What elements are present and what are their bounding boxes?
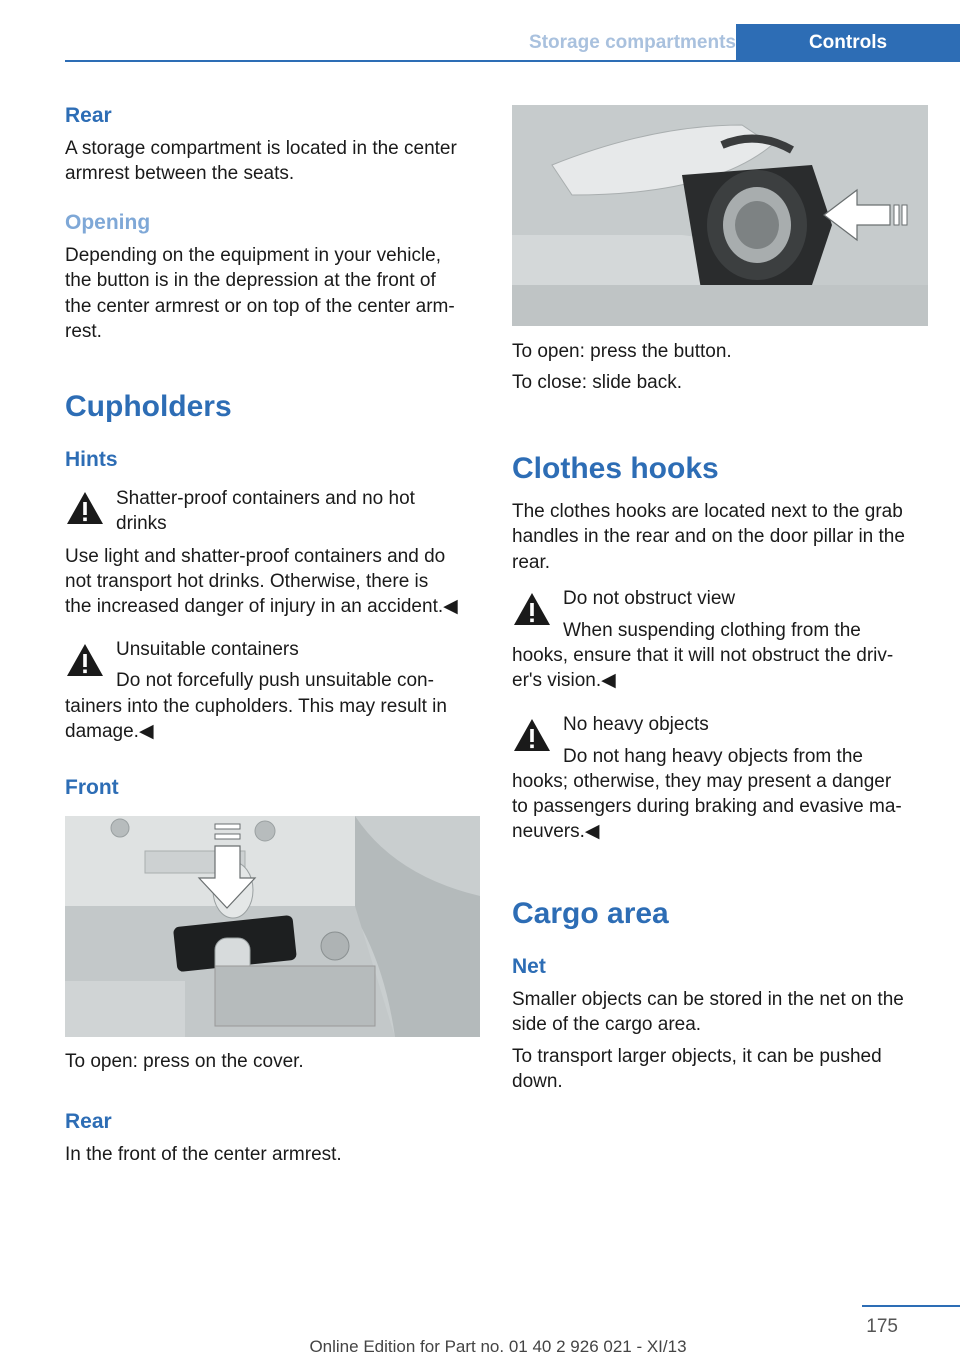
rear-text-line: A storage compartment is located in the center: [65, 138, 457, 159]
warning-text-line: hooks; otherwise, they may present a danger: [512, 771, 892, 792]
opening-text-line: Depending on the equipment in your vehicle,: [65, 245, 442, 266]
header-section-title: Storage compartments: [529, 32, 736, 53]
warning-text-line: Do not forcefully push unsuitable con‐: [116, 670, 434, 691]
rear-caption-close: To close: slide back.: [512, 372, 683, 393]
clothes-hooks-heading: Clothes hooks: [512, 452, 719, 485]
front-caption: To open: press on the cover.: [65, 1051, 304, 1072]
warning-text-line: hooks, ensure that it will not obstruct the driv‐: [512, 645, 894, 666]
warning-title: Unsuitable containers: [116, 639, 299, 660]
warning-text-line: neuvers.◀: [512, 821, 600, 842]
warning-title-line: Shatter-proof containers and no hot: [116, 488, 415, 509]
rear-heading: Rear: [65, 104, 112, 127]
warning-text-line: Use light and shatter-proof containers and do: [65, 546, 446, 567]
edition-footer: Online Edition for Part no. 01 40 2 926 021 - XI/13: [309, 1337, 687, 1356]
front-heading: Front: [65, 776, 119, 799]
net-text-line: side of the cargo area.: [512, 1014, 702, 1035]
warning-text-line: tainers into the cupholders. This may result in: [65, 696, 447, 717]
warning-triangle-icon: [65, 642, 105, 678]
clothes-text-line: The clothes hooks are located next to the grab: [512, 501, 903, 522]
warning-triangle-icon: [65, 490, 105, 526]
opening-text-line: the button is in the depression at the front of: [65, 270, 436, 291]
warning-title-line: drinks: [116, 513, 167, 534]
net-text-line: down.: [512, 1071, 563, 1092]
warning-text-line: damage.◀: [65, 721, 154, 742]
warning-title: Do not obstruct view: [563, 588, 736, 609]
cargo-area-heading: Cargo area: [512, 897, 669, 930]
warning-text-line: not transport hot drinks. Otherwise, there is: [65, 571, 429, 592]
clothes-text-line: rear.: [512, 552, 551, 573]
warning-triangle-icon: [512, 591, 552, 627]
page-number: 175: [866, 1316, 898, 1337]
warning-text-line: er's vision.◀: [512, 670, 616, 691]
warning-text-line: When suspending clothing from the: [563, 620, 861, 641]
header-chapter-tab: Controls: [736, 24, 960, 62]
clothes-text-line: handles in the rear and on the door pillar in the: [512, 526, 905, 547]
front-cupholder-illustration: [65, 816, 480, 1037]
opening-heading: Opening: [65, 211, 151, 234]
net-heading: Net: [512, 955, 546, 978]
warning-text-line: Do not hang heavy objects from the: [563, 746, 863, 767]
page-number-rule: [862, 1305, 960, 1307]
header-rule: [65, 60, 960, 62]
hints-heading: Hints: [65, 448, 118, 471]
warning-title: No heavy objects: [563, 714, 709, 735]
opening-text-line: rest.: [65, 321, 102, 342]
net-text-line: To transport larger objects, it can be pushed: [512, 1046, 882, 1067]
cupholders-heading: Cupholders: [65, 390, 232, 423]
rear-caption-open: To open: press the button.: [512, 341, 732, 362]
rear-text-line: armrest between the seats.: [65, 163, 295, 184]
rear-cupholder-illustration: [512, 105, 928, 326]
rear2-heading: Rear: [65, 1110, 112, 1133]
rear2-text: In the front of the center armrest.: [65, 1144, 342, 1165]
opening-text-line: the center armrest or on top of the center arm‐: [65, 296, 455, 317]
warning-triangle-icon: [512, 717, 552, 753]
warning-text-line: the increased danger of injury in an accident.◀: [65, 596, 458, 617]
net-text-line: Smaller objects can be stored in the net on the: [512, 989, 904, 1010]
page-header: [65, 24, 960, 62]
warning-text-line: to passengers during braking and evasive ma‐: [512, 796, 902, 817]
